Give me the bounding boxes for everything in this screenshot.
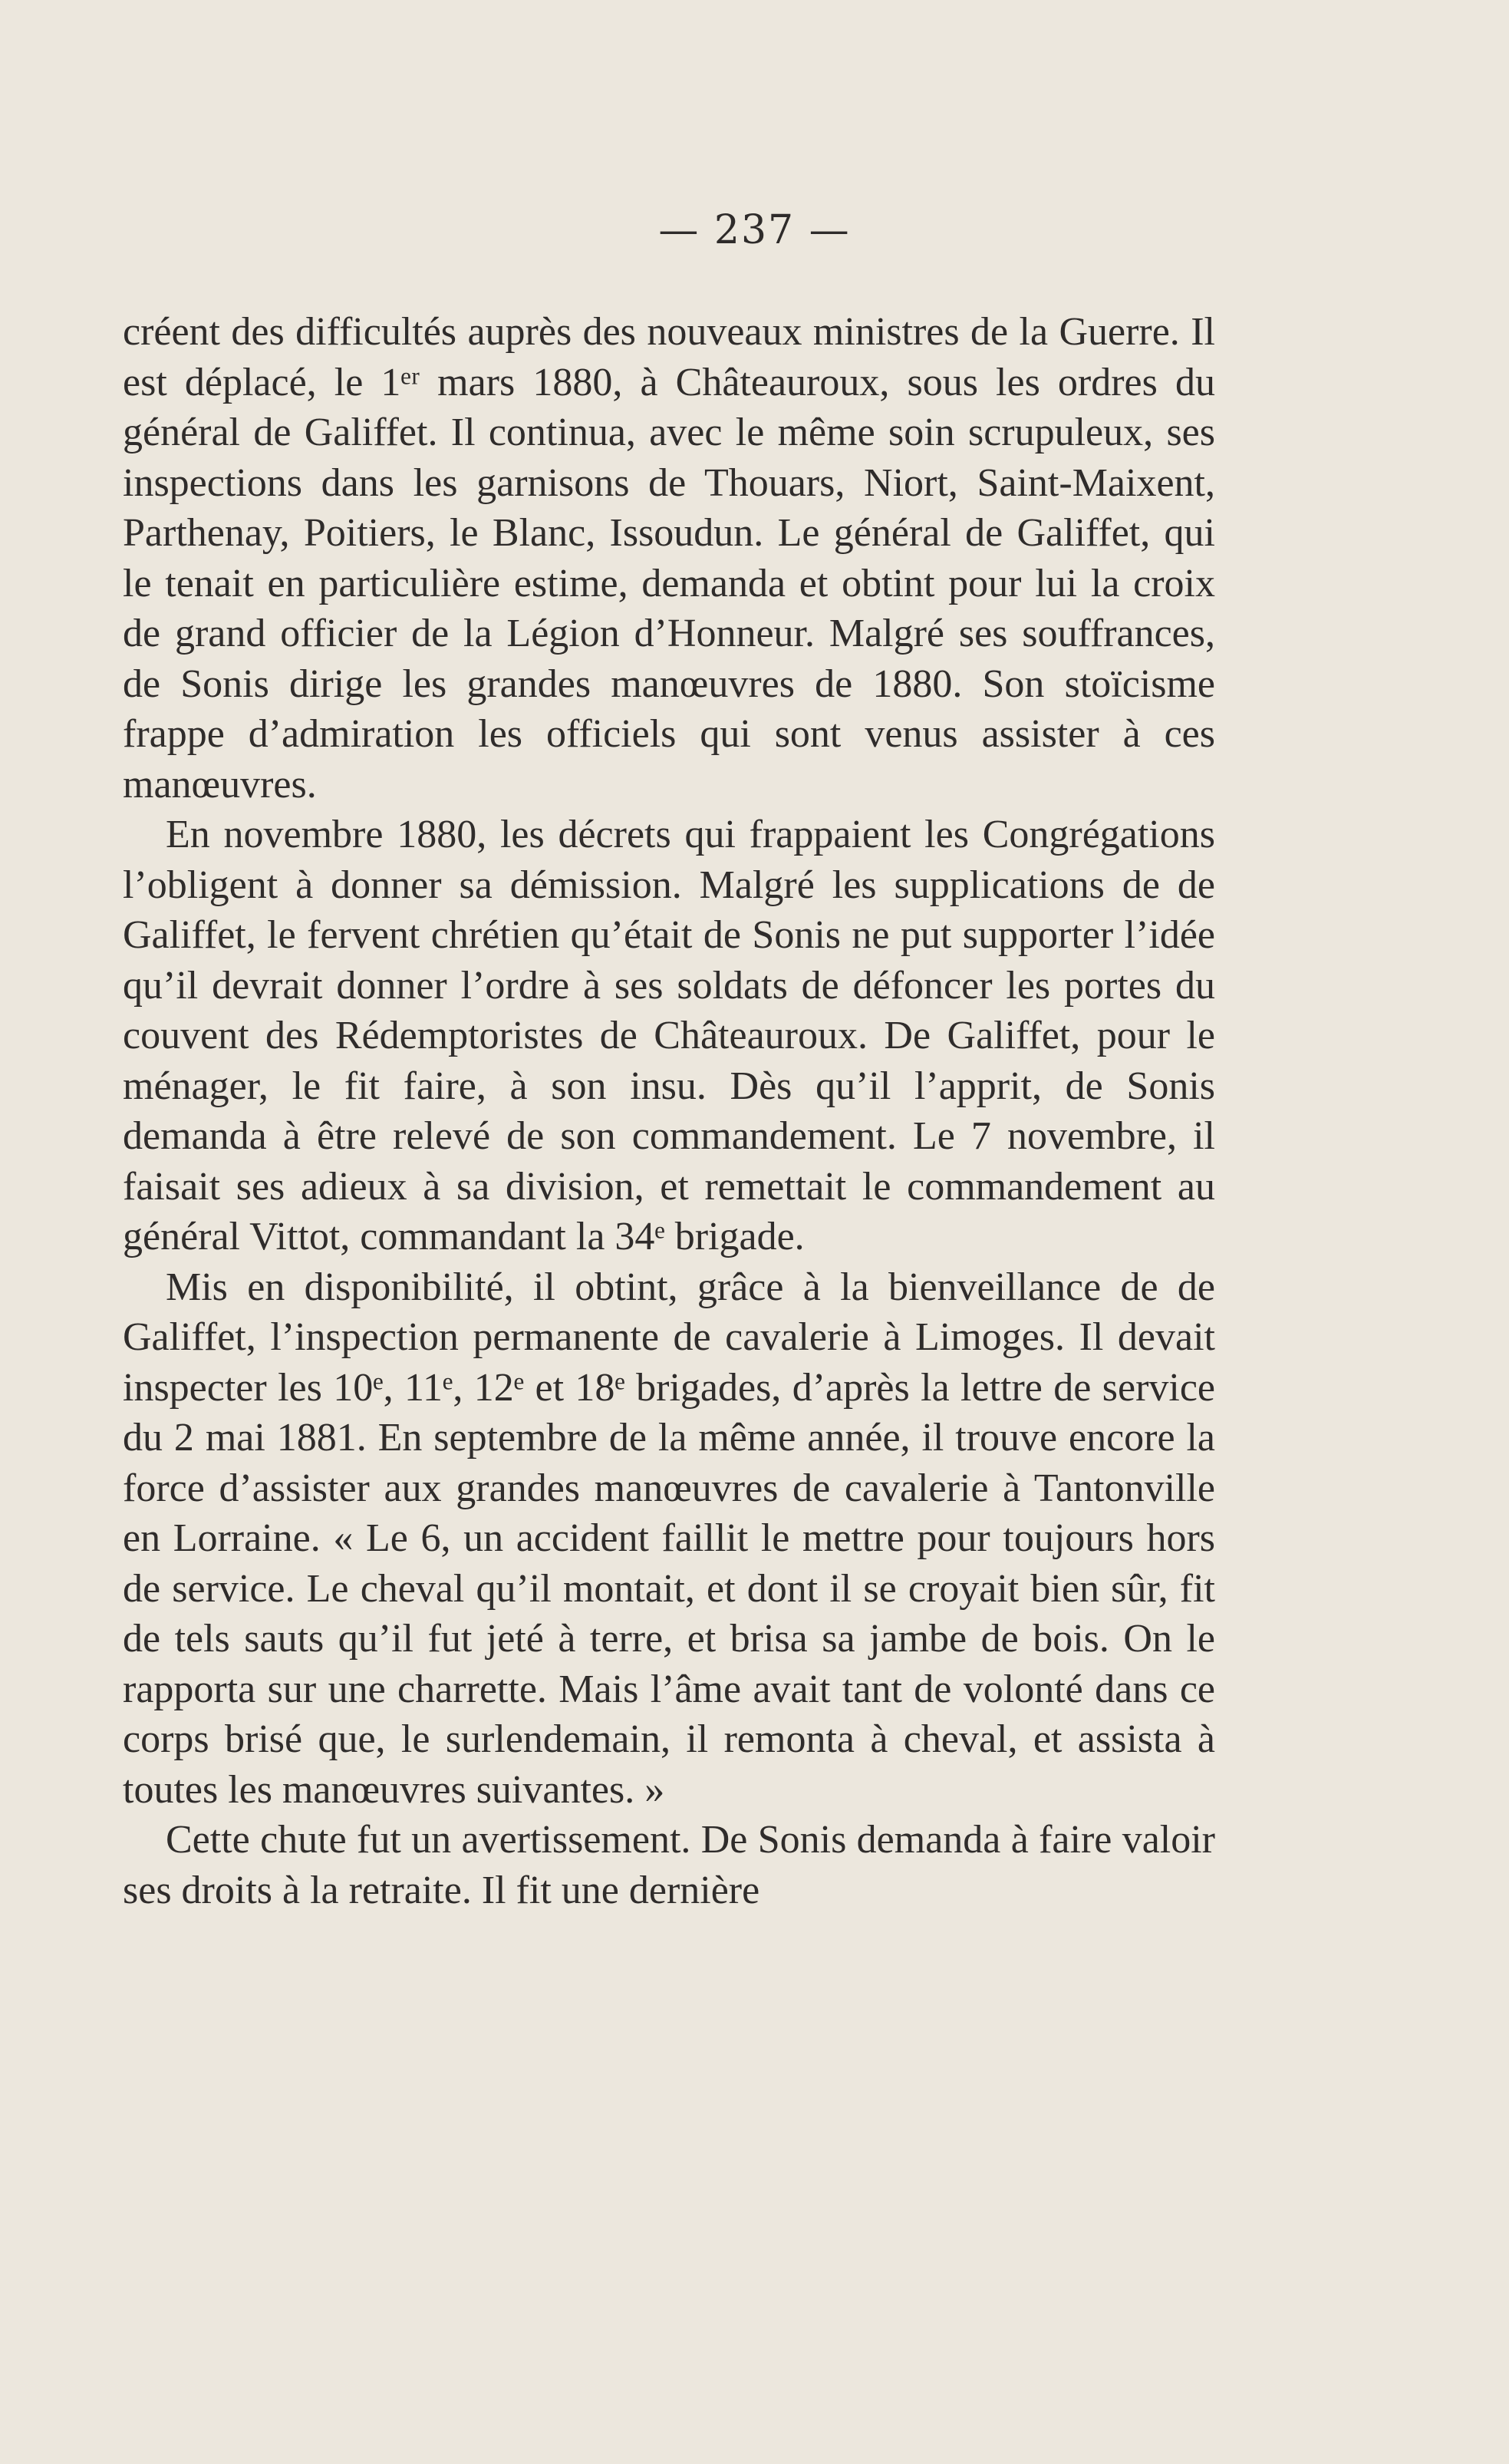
body-text xyxy=(123,307,1215,1915)
paragraph-2: En novembre 1880, les décrets qui frappaient les Congrégations l’obligent à donner sa démission. Malgré les supplications de de Galiffet, le fervent chrétien qu’était de Sonis ne put supporter l’idée qu’il devrait donner l’ordre à ses soldats de défoncer les portes du couvent des Rédemptoristes de Châteauroux. De Galiffet, pour le ménager, le fit faire, à son insu. Dès qu’il l’apprit, de Sonis demanda à être relevé de son commandement. Le 7 novembre, il faisait ses adieux à sa division, et remettait le commandement au général Vittot, commandant la 34ᵉ brigade. xyxy=(123,813,1215,1258)
paragraph-1: créent des difficultés auprès des nouveaux ministres de la Guerre. Il est déplacé, le 1ᵉʳ mars 1880, à Châteauroux, sous les ordres du général de Galiffet. Il continua, avec le même soin scrupuleux, ses inspections dans les garnisons de Thouars, Niort, Saint-Maixent, Parthenay, Poitiers, le Blanc, Issoudun. Le général de Galiffet, qui le tenait en particulière estime, demanda et obtint pour lui la croix de grand officier de la Légion d’Honneur. Malgré ses souffrances, de Sonis dirige les grandes manœuvres de 1880. Son stoïcisme frappe d’admiration les officiels qui sont venus assister à ces manœuvres. xyxy=(123,310,1215,806)
paragraph-3: Mis en disponibilité, il obtint, grâce à la bienveillance de de Galiffet, l’inspection permanente de cavalerie à Limoges. Il devait inspecter les 10ᵉ, 11ᵉ, 12ᵉ et 18ᵉ brigades, d’après la lettre de service du 2 mai 1881. En septembre de la même année, il trouve encore la force d’assister aux grandes manœuvres de cavalerie à Tantonville en Lorraine. « Le 6, un accident faillit le mettre pour toujours hors de service. Le cheval qu’il montait, et dont il se croyait bien sûr, fit de tels sauts qu’il fut jeté à terre, et brisa sa jambe de bois. On le rapporta sur une charrette. Mais l’âme avait tant de volonté dans ce corps brisé que, le surlendemain, il remonta à cheval, et assista à toutes les manœuvres suivantes. » xyxy=(123,1265,1215,1812)
paragraph-4: Cette chute fut un avertissement. De Sonis demanda à faire valoir ses droits à la retraite. Il fit une dernière xyxy=(123,1818,1215,1912)
page-number: — 237 — xyxy=(658,207,851,253)
